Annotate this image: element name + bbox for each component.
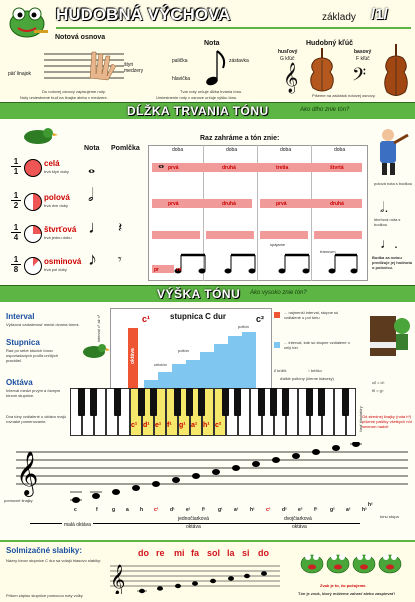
half-beat-4: druhá bbox=[330, 201, 344, 207]
quarter-bar-2 bbox=[206, 231, 254, 239]
staff-note-h1: h¹ bbox=[250, 507, 255, 513]
quarter-bar-4 bbox=[314, 231, 362, 239]
join-label: spájame bbox=[270, 242, 286, 247]
staff-note-d1: d¹ bbox=[170, 507, 175, 513]
eighth-pie-icon bbox=[24, 257, 42, 275]
semitone-note: ... najmenší interval, stupne sú vzdialené o pol tónu bbox=[284, 310, 339, 320]
pitch-staff bbox=[8, 442, 408, 504]
wholetone-note: ... interval, kde sú stupne vzdialené o celý tón bbox=[284, 340, 350, 350]
half-beat-1: prvá bbox=[168, 201, 179, 207]
staff-note-a2: a² bbox=[346, 507, 351, 513]
eighth-note-icon: ♪ bbox=[88, 249, 97, 269]
half-bar bbox=[152, 199, 252, 208]
quarter-fraction: 1 4 bbox=[8, 223, 24, 242]
staff-note-d2: d² bbox=[282, 507, 287, 513]
pianist-frog-icon bbox=[366, 306, 412, 376]
more-semitones: ďalšie poltóny (čierne klávesy) bbox=[280, 376, 334, 381]
octave-text: Interval medzi prvým a ôsmym tónom stupnice. bbox=[6, 388, 61, 398]
half-fraction: 1 2 bbox=[8, 191, 24, 210]
quarter-bar bbox=[152, 231, 200, 239]
key-e1: e¹ bbox=[155, 422, 162, 429]
small-octave-label: malá oktáva bbox=[64, 522, 91, 528]
scale-heading: Stupnica bbox=[6, 338, 40, 347]
clef-title: Hudobný kľúč bbox=[306, 40, 354, 47]
staff-note-e1: e¹ bbox=[186, 507, 191, 513]
whole-beat-2: druhá bbox=[222, 165, 236, 171]
solmization-section bbox=[0, 540, 415, 602]
solmization-footer: Pritom zápisu stupnice pomocou noty volky bbox=[6, 593, 83, 598]
quarter-note-icon: ♩ bbox=[88, 217, 106, 237]
solmization-staff bbox=[110, 560, 280, 594]
whole-note-icon: 𝅝 bbox=[88, 157, 96, 177]
wholetone-legend bbox=[274, 342, 280, 348]
piano-keyboard bbox=[70, 388, 356, 436]
eighth-pr: pr bbox=[154, 267, 159, 273]
beat-1-label: doba bbox=[172, 147, 184, 153]
key-c1: c¹ bbox=[131, 422, 138, 429]
staff-note-a: a bbox=[126, 507, 129, 513]
staff-note-g1: g¹ bbox=[218, 507, 223, 513]
sound-definition: Zvuk je to, čo počujeme. bbox=[320, 583, 367, 588]
whole-fraction: 1 1 bbox=[8, 157, 24, 176]
f-clef-label: F kľúč bbox=[356, 56, 370, 62]
scale-title: stupnica C dur bbox=[170, 312, 227, 321]
duration-banner bbox=[0, 102, 415, 120]
dot-rule-text: Bodka za notou predlžuje jej hodnotu o polovicu. bbox=[372, 255, 413, 270]
pitch-rises-label: tónu stúpa bbox=[380, 514, 399, 519]
syllable-si: si bbox=[242, 548, 250, 558]
staff-note-c1: c¹ bbox=[154, 507, 159, 513]
interval-vertical: interval c¹ až c² bbox=[96, 314, 101, 342]
note-text-1: Tvar noty určuje dĺžka trvania tónu. bbox=[180, 89, 243, 94]
staff-text-2: Noty umiestnené buď na linajke alebo v medzere. bbox=[20, 95, 108, 100]
dotted-half-text: polová nota s bodkou bbox=[374, 181, 413, 186]
two-line-octave-label: dvojčiarková bbox=[284, 516, 312, 522]
flat-label: ♭ béčko bbox=[308, 368, 322, 373]
tone-definition: Tón je zvuk, ktorý môžeme zahrať alebo zaspievať! bbox=[298, 591, 395, 596]
interval-text: Výšková vzdialenosť medzi dvoma tónmi. bbox=[6, 322, 80, 327]
half-beat-3: prvá bbox=[276, 201, 287, 207]
whole-desc: trvá štyri doby bbox=[44, 169, 69, 174]
beamed-eighths bbox=[170, 251, 360, 275]
staff-note-f1: f¹ bbox=[202, 507, 206, 513]
enharmonic-2: f♯ = g♭ bbox=[372, 388, 384, 393]
frog-conductor-icon bbox=[4, 2, 50, 40]
syllable-mi: mi bbox=[174, 548, 185, 558]
whole-beat-1: prvá bbox=[168, 165, 179, 171]
count-title: Raz zahráme a tón znie: bbox=[200, 135, 280, 142]
half-pie-icon bbox=[24, 193, 42, 211]
bass-label: basový bbox=[354, 49, 372, 55]
beat-4-label: doba bbox=[334, 147, 346, 153]
key-c2: c² bbox=[215, 422, 222, 429]
eighth-desc: trvá pol doby bbox=[44, 267, 67, 272]
range-h2-label: h² bbox=[368, 502, 373, 508]
note-text-2: Umiestnenie noty v osnove určuje výšku tónu. bbox=[156, 95, 238, 100]
eighth-name: osminová bbox=[44, 257, 82, 266]
interval-heading: Interval bbox=[6, 312, 35, 321]
cello-icon bbox=[381, 42, 411, 100]
bass-clef-icon: 𝄢 bbox=[352, 64, 367, 89]
solmization-desc: Názvy tónov stupnice C dur sa volajú hlasovo slabiky: bbox=[6, 558, 102, 563]
col-rest-header: Pomlčka bbox=[111, 145, 140, 152]
octave-text-2: Dva tóny vzdialené o oktávu majú rovnaké pomenovanie. bbox=[6, 414, 66, 424]
syllable-re: re bbox=[156, 548, 165, 558]
syllable-la: la bbox=[227, 548, 235, 558]
half-beat-2: druhá bbox=[222, 201, 236, 207]
octave-heading: Oktáva bbox=[6, 378, 33, 387]
header bbox=[0, 0, 415, 100]
staff-note-c: c bbox=[74, 507, 77, 513]
dotted-quarter-text: štvrťová nota s bodkou bbox=[374, 217, 401, 227]
syllable-fa: fa bbox=[191, 548, 200, 558]
quarter-pie-icon bbox=[24, 225, 42, 243]
solmization-title: Solmizačné slabiky: bbox=[6, 546, 83, 555]
whole-beat-3: tretia bbox=[276, 165, 289, 171]
quarter-rest-icon: 𝄽 bbox=[118, 219, 123, 235]
wholetone-label: celotón bbox=[154, 362, 167, 367]
key-f1: f¹ bbox=[167, 422, 172, 429]
scale-text: Rad po sebe idúcich tónov usporiadaných podľa určitých pravidiel. bbox=[6, 348, 59, 363]
pitch-banner bbox=[0, 285, 415, 303]
semitone-legend bbox=[274, 312, 280, 318]
singing-frogs-icon bbox=[298, 546, 408, 576]
middle-line-rule: Od strednej linajky (nota h¹) píšeme paličky všetkých nôt smerom nadol! bbox=[362, 414, 412, 429]
staff-title: Notová osnova bbox=[55, 34, 106, 41]
whole-beat-4: štvrtá bbox=[330, 165, 344, 171]
semitone-label: poltón bbox=[178, 348, 189, 353]
five-lines-label: päť linajok bbox=[8, 71, 32, 77]
eighth-rest-icon: 𝄾 bbox=[118, 251, 122, 267]
quarter-name: štvrťová bbox=[44, 225, 77, 234]
key-g1: g¹ bbox=[179, 422, 186, 429]
g-clef-label: G kľúč bbox=[280, 56, 295, 62]
treble-label: husľový bbox=[278, 49, 298, 55]
pitch-section bbox=[0, 302, 415, 540]
staff-note-g2: g² bbox=[330, 507, 335, 513]
staff-note-c2: c² bbox=[266, 507, 271, 513]
staff-note-h2: h² bbox=[362, 507, 367, 513]
quarter-desc: trvá jednu dobu bbox=[44, 235, 72, 240]
two-line-octave-word: oktáva bbox=[292, 524, 307, 530]
staff-note-f: f bbox=[96, 507, 98, 513]
violinist-icon bbox=[370, 125, 412, 175]
ledger-lines-label: pomocné linajky bbox=[4, 498, 33, 503]
staff-note-e2: e² bbox=[298, 507, 303, 513]
violin-icon bbox=[305, 46, 339, 96]
eighth-va: vá bbox=[176, 267, 182, 273]
one-line-octave-label: jednočiarková bbox=[178, 516, 209, 522]
scale-c2: c² bbox=[256, 314, 265, 324]
dotted-half-icon: 𝅗𝅥. bbox=[380, 199, 389, 215]
enharmonic-1: c♯ = d♭ bbox=[372, 380, 385, 385]
whole-pie-icon bbox=[24, 159, 42, 177]
svg-text:𝄞: 𝄞 bbox=[16, 451, 39, 495]
syllable-sol: sol bbox=[207, 548, 221, 558]
svg-text:𝄞: 𝄞 bbox=[110, 565, 126, 594]
bird-icon bbox=[18, 125, 58, 147]
four-spaces-label: štyri medzery bbox=[124, 62, 144, 74]
staff-note-a1: a¹ bbox=[234, 507, 239, 513]
eighth-fraction: 1 8 bbox=[8, 255, 24, 274]
pitch-question: Ako vysoko znie tón? bbox=[250, 290, 307, 296]
duration-question: Ako dlho znie tón? bbox=[300, 107, 350, 113]
note-title: Nota bbox=[204, 40, 220, 47]
header-title: HUDOBNÁ VÝCHOVA bbox=[56, 5, 231, 24]
syllable-do: do bbox=[138, 548, 149, 558]
octave-vertical-label: oktáva bbox=[130, 348, 136, 364]
treble-clef-icon: 𝄞 bbox=[283, 62, 299, 92]
sharp-label: ♯ krížik bbox=[274, 368, 287, 373]
duration-banner-title: DĹŽKA TRVANIA TÓNU bbox=[127, 104, 269, 118]
eighth-note-icon bbox=[203, 48, 229, 88]
dotted-quarter-icon: ♩. bbox=[380, 235, 398, 251]
duration-section bbox=[0, 119, 415, 283]
staff-note-f2: f² bbox=[314, 507, 318, 513]
whole-name: celá bbox=[44, 159, 60, 168]
stem-label: palička bbox=[172, 58, 188, 64]
header-number: /1/ bbox=[371, 6, 388, 23]
half-note-icon: 𝅗𝅥 bbox=[88, 185, 94, 205]
staff-text-1: Do notovej osnovy zapisujeme noty. bbox=[42, 89, 106, 94]
whole-note-mark: 𝅝 bbox=[158, 155, 165, 172]
staff-note-h: h bbox=[140, 507, 144, 513]
staff-note-g: g bbox=[112, 507, 116, 513]
beat-2-label: doba bbox=[226, 147, 238, 153]
keyboard-part: časť klaviatúry bbox=[358, 406, 363, 432]
col-note-header: Nota bbox=[84, 145, 100, 152]
bird-scale-icon bbox=[78, 342, 110, 360]
staff-diagram bbox=[44, 50, 124, 82]
one-line-octave-word: oktáva bbox=[186, 524, 201, 530]
half-name: polová bbox=[44, 193, 70, 202]
half-desc: trvá dve doby bbox=[44, 203, 69, 208]
header-subtitle: základy bbox=[322, 12, 356, 23]
flag-label: zástavka bbox=[229, 58, 249, 64]
quarter-bar-3 bbox=[260, 231, 308, 239]
scale-c1: c¹ bbox=[142, 314, 151, 324]
key-h1: h¹ bbox=[203, 422, 210, 429]
syllable-do-high: do bbox=[258, 548, 269, 558]
beam-label: trámcom bbox=[320, 249, 336, 254]
beat-3-label: doba bbox=[280, 147, 292, 153]
key-d1: d¹ bbox=[143, 422, 150, 429]
key-a1: a¹ bbox=[191, 422, 198, 429]
semitone-label-2: poltón bbox=[238, 324, 249, 329]
clef-text: Píšeme na začiatok notovej osnovy. bbox=[312, 93, 376, 98]
head-label: hlavička bbox=[172, 76, 191, 82]
pitch-banner-title: VÝŠKA TÓNU bbox=[157, 287, 241, 301]
